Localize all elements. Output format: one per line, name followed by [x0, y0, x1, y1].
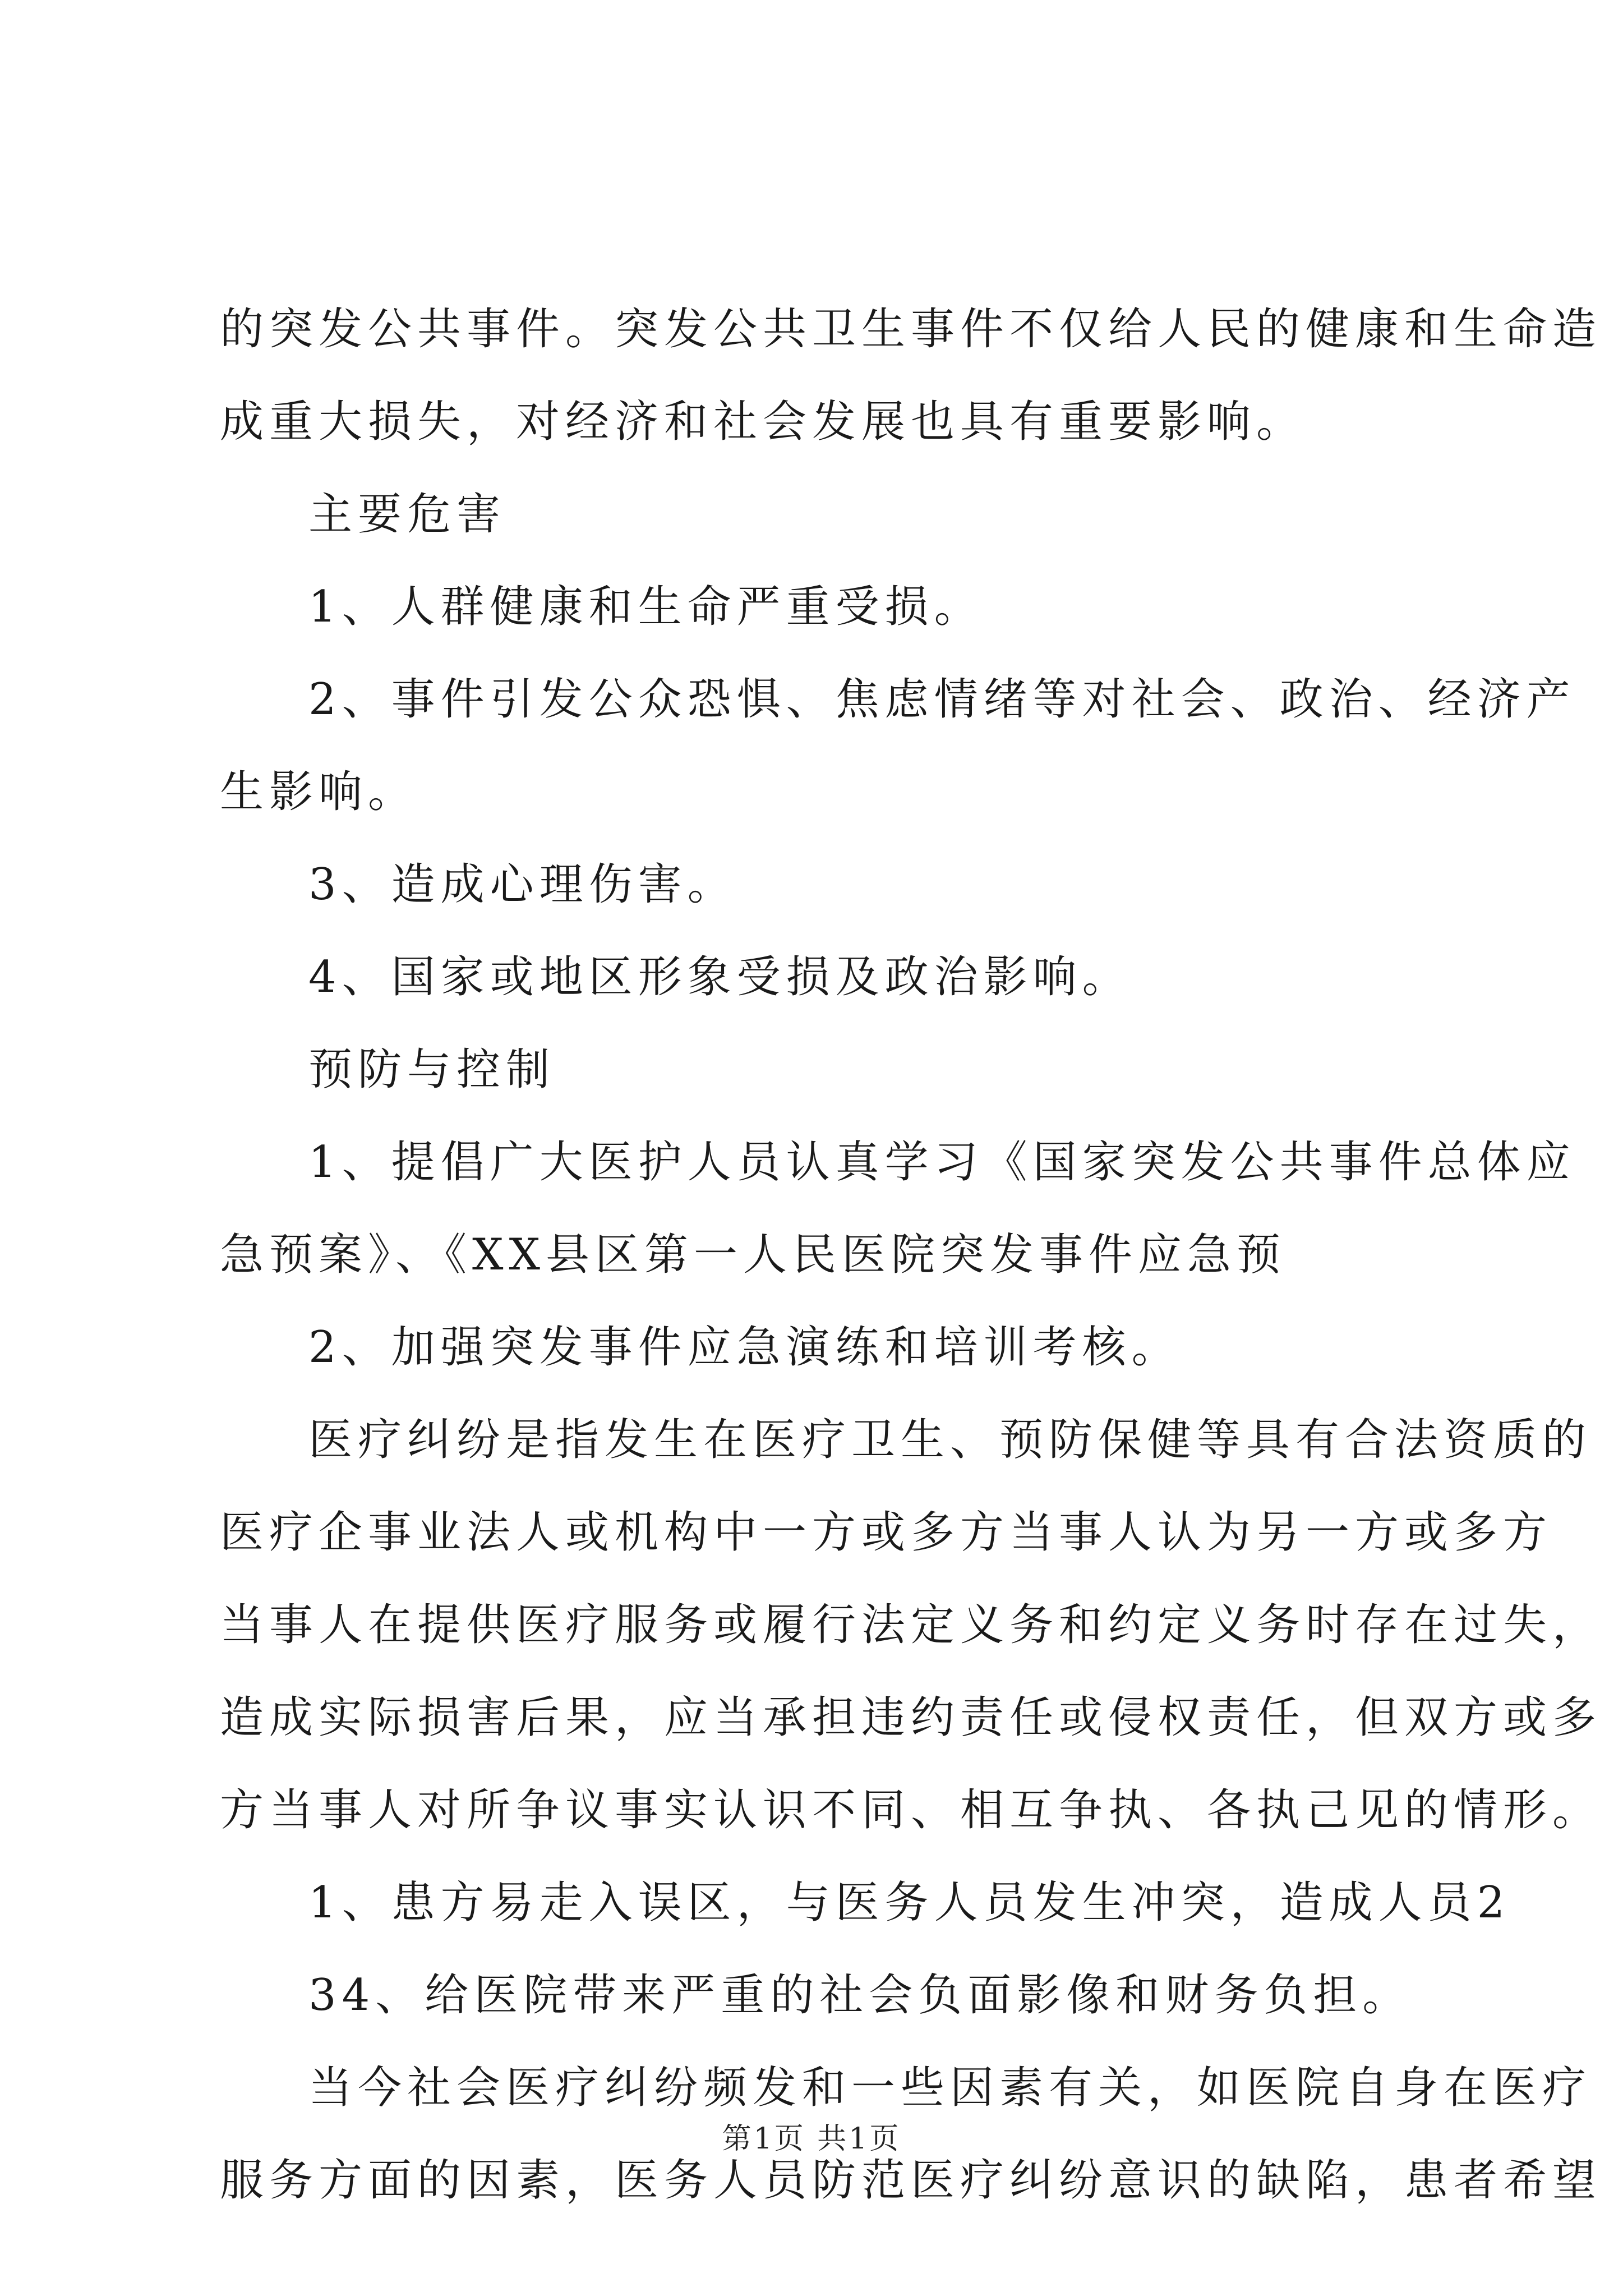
text-line: 急预案》、《XX县区第一人民医院突发事件应急预	[220, 1230, 1287, 1280]
document-body	[220, 283, 1602, 2227]
text-line: 当事人在提供医疗服务或履行法定义务和约定义务时存在过失，	[220, 1600, 1602, 1650]
text-line: 预防与控制	[308, 1045, 556, 1095]
text-line: 4、国家或地区形象受损及政治影响。	[308, 952, 1132, 1002]
text-line: 3、造成心理伤害。	[308, 859, 737, 910]
text-line: 2、加强突发事件应急演练和培训考核。	[308, 1322, 1181, 1373]
text-line: 造成实际损害后果，应当承担违约责任或侵权责任，但双方或多	[220, 1692, 1602, 1743]
text-line: 1、患方易走入误区，与医务人员发生冲突，造成人员2	[308, 1878, 1511, 1928]
text-line: 1、人群健康和生命严重受损。	[308, 582, 984, 632]
text-line: 2、事件引发公众恐惧、焦虑情绪等对社会、政治、经济产	[308, 674, 1576, 725]
text-line: 成重大损失，对经济和社会发展也具有重要影响。	[220, 397, 1306, 447]
text-line: 1、提倡广大医护人员认真学习《国家突发公共事件总体应	[308, 1137, 1576, 1188]
page-footer: 第1页 共1页	[722, 2122, 901, 2156]
text-line: 生影响。	[220, 767, 418, 817]
text-line: 34、给医院带来严重的社会负面影像和财务负担。	[308, 1970, 1412, 2021]
text-line: 医疗纠纷是指发生在医疗卫生、预防保健等具有合法资质的	[308, 1415, 1592, 1465]
text-line: 主要危害	[308, 489, 506, 540]
text-line: 服务方面的因素，医务人员防范医疗纠纷意识的缺陷，患者希望	[220, 2155, 1602, 2206]
text-line: 当今社会医疗纠纷频发和一些因素有关，如医院自身在医疗	[308, 2063, 1592, 2113]
text-line: 方当事人对所争议事实认识不同、相互争执、各执己见的情形。	[220, 1785, 1602, 1835]
text-line: 的突发公共事件。突发公共卫生事件不仅给人民的健康和生命造	[220, 304, 1602, 355]
text-line: 医疗企事业法人或机构中一方或多方当事人认为另一方或多方	[220, 1507, 1553, 1558]
